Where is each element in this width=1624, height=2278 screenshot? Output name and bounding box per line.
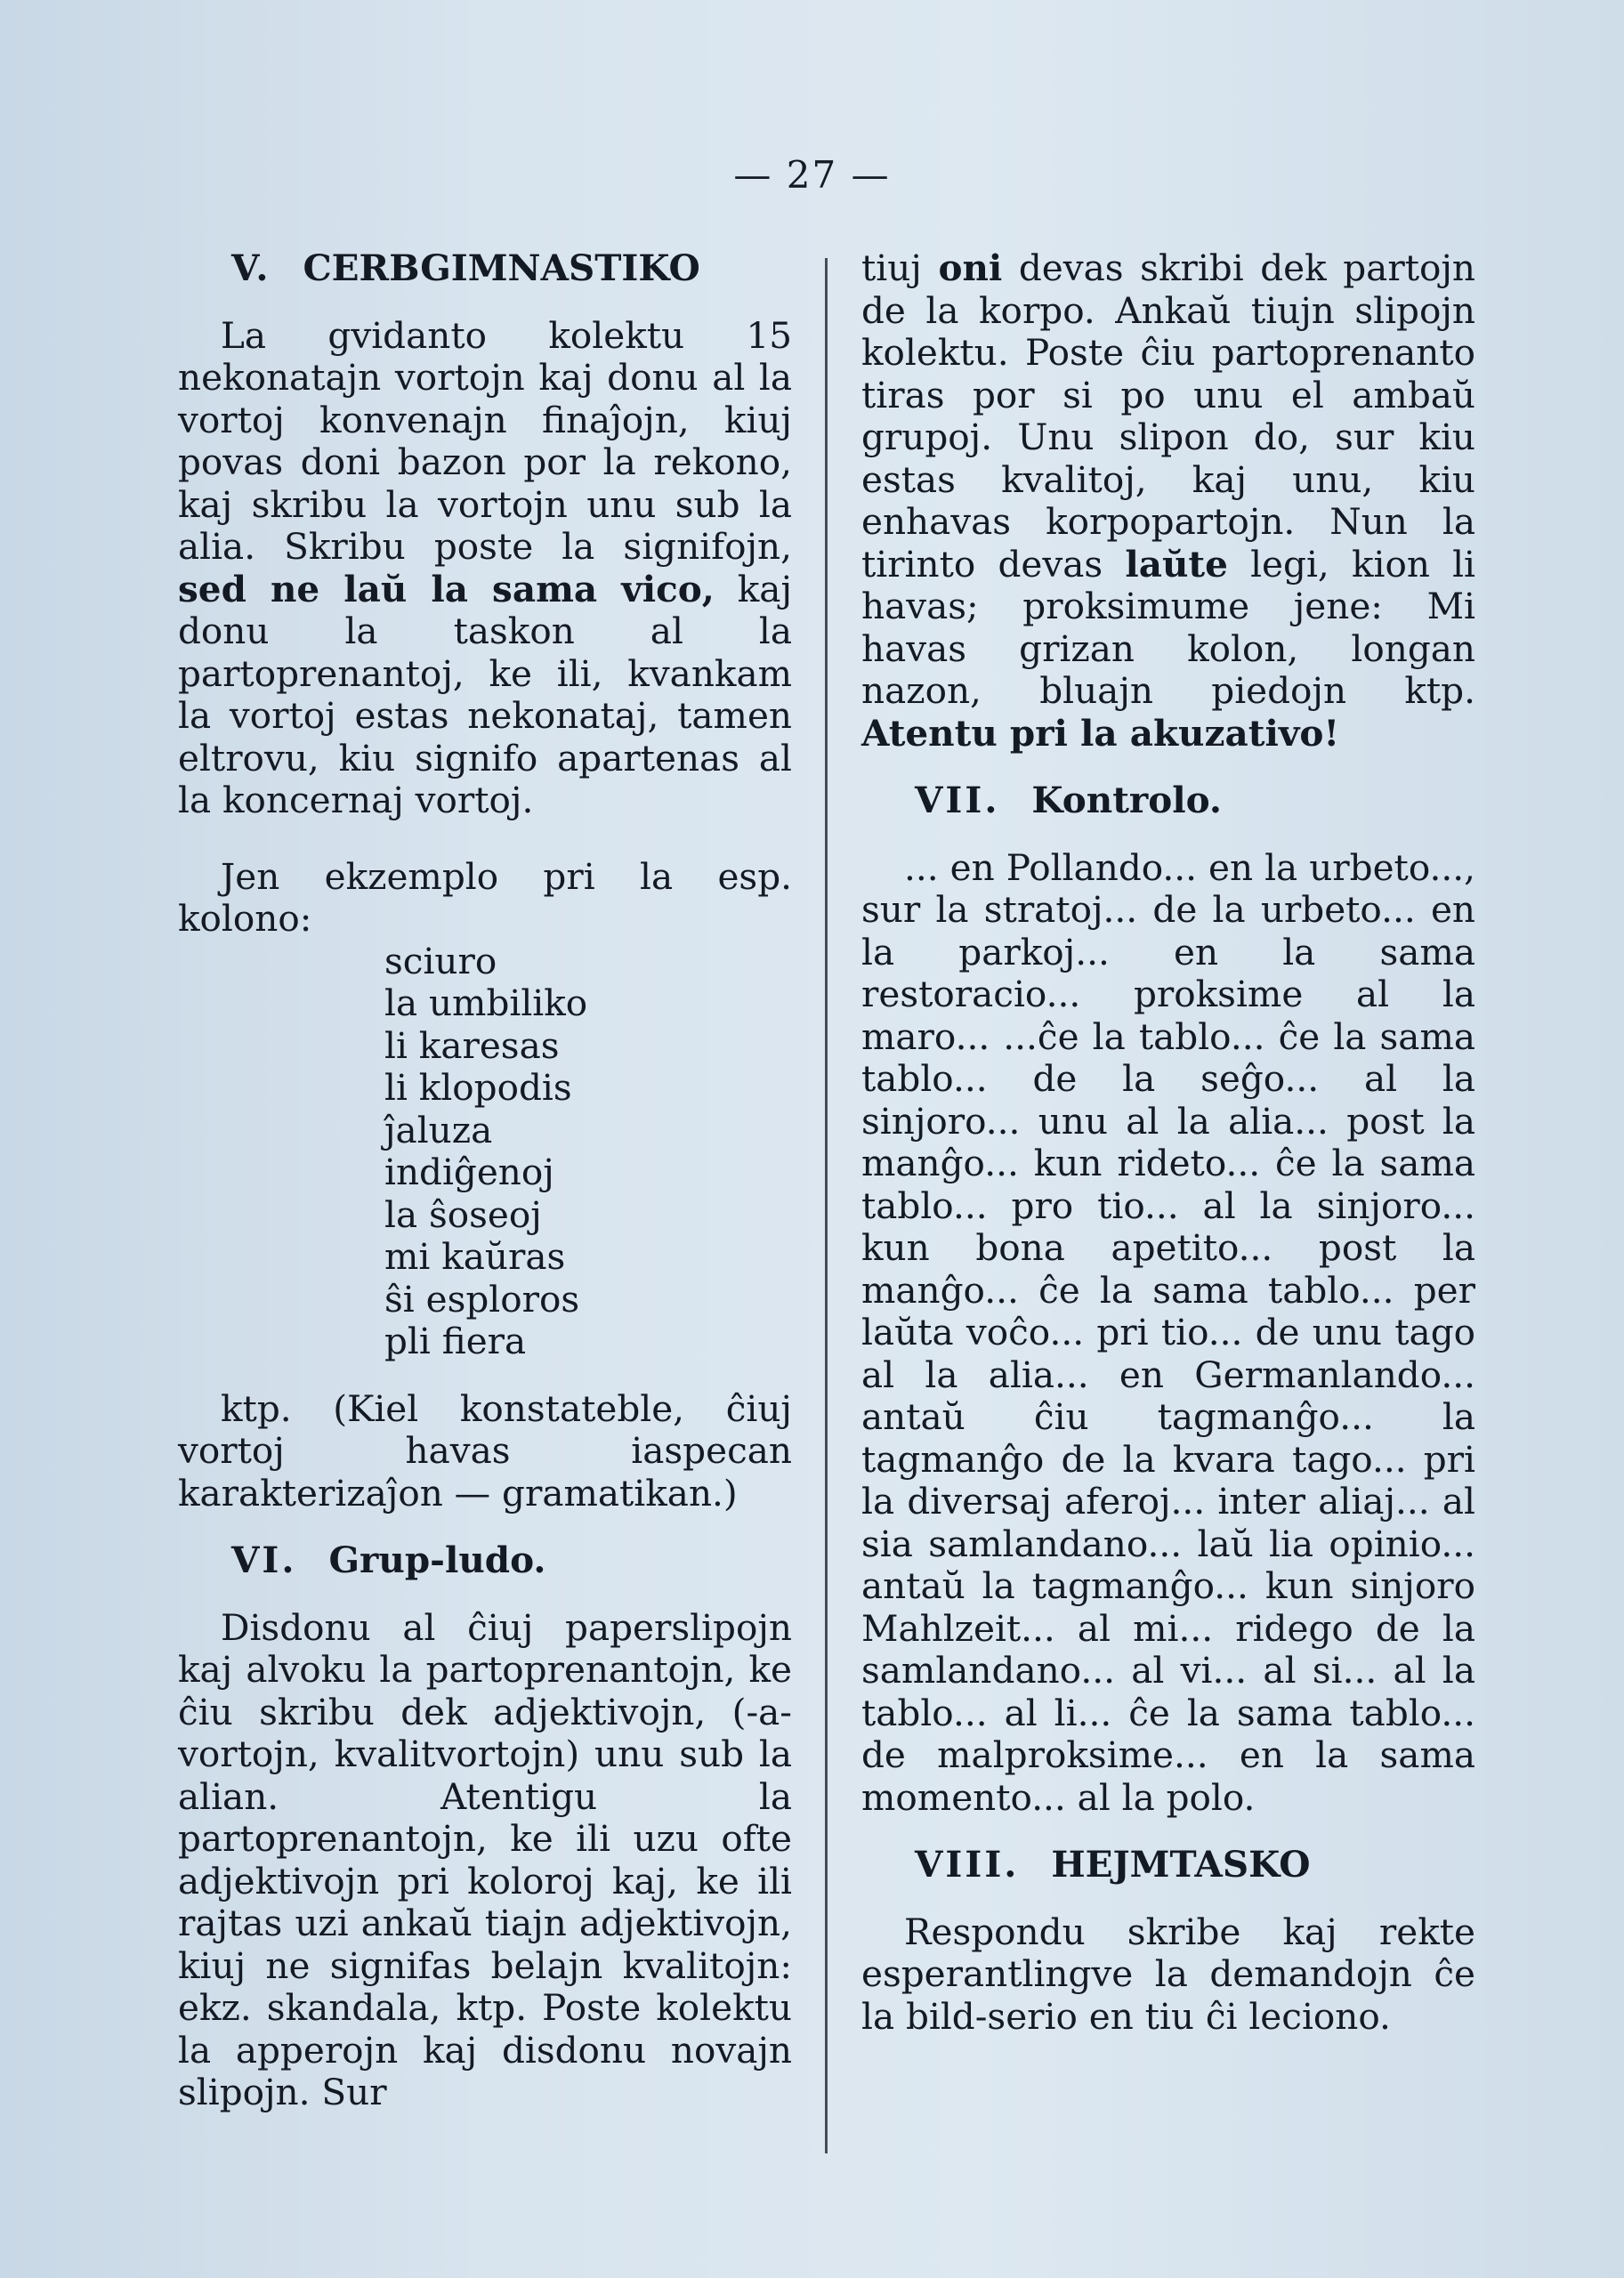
paragraph-bold-text: oni [938, 246, 1003, 289]
paragraph-bold-text: laŭte [1125, 542, 1228, 586]
word-list-item: sciuro [384, 939, 497, 982]
section-vii-title: Kontrolo. [1031, 779, 1223, 821]
hejmtasko-paragraph: Respondu skribe kaj rekte esperantlingve la demandojn ĉe la bild-serio en tiu ĉi leciono. [861, 1910, 1475, 2038]
paragraph-text: devas skribi dek partojn de la korpo. Ankaŭ tiujn slipojn kolektu. Poste ĉiu partoprenanto tiras por si po unu el ambaŭ grupoj. Unu slipon do, sur kiu estas kvalitoj, kaj unu, kiu enhavas korpopartojn. Nun la tirinto devas [861, 246, 1475, 586]
kontrolo-paragraph: ... en Pollando... en la urbeto..., sur la stratoj... de la urbeto... en la parkoj... en la sama restoracio... proksime al la maro... ...ĉe la tablo... ĉe la sama tablo... de la seĝo... al la sinjoro... unu al la alia... post la manĝo... kun rideto... ĉe la sama tablo... pro tio... al la sinjoro... kun bona apetito... post la manĝo... ĉe la sama tablo... per laŭta voĉo... pri tio... de unu tago al la alia... en Germanlando... antaŭ ĉiu tagmanĝo... la tagmanĝo de la kvara tago... pri la diversaj aferoj... inter aliaj... al sia samlandano... laŭ lia opinio... antaŭ la tagmanĝo... kun sinjoro Mahlzeit... al mi... ridego de la samlandano... al vi... al si... al la tablo... al li... ĉe la sama tablo... de malproksime... en la sama momento... al la polo. [861, 845, 1475, 1819]
section-v-heading [178, 247, 792, 290]
paragraph-bold-text: Atentu pri la akuzativo! [861, 711, 1340, 755]
left-column [178, 247, 792, 2114]
ktp-paragraph: ktp. (Kiel konstateble, ĉiuj vortoj havas iaspecan karakterizaĵon — gramatikan.) [178, 1386, 792, 1515]
section-vii-heading [861, 780, 1475, 822]
section-vii-number: VII. [915, 779, 1000, 821]
word-list-item: indiĝenoj [384, 1151, 554, 1193]
paragraph-text: La gvidanto kolektu 15 nekonatajn vortojn kaj donu al la vortoj konvenajn finaĵojn, kiuj povas doni bazon por la rekono, kaj skribu la vortojn unu sub la alia. Skribu poste la signifojn, [178, 313, 792, 568]
section-v-number: V. [231, 246, 271, 289]
example-intro: Jen ekzemplo pri la esp. kolono: [178, 854, 792, 940]
word-list-item: la ŝoseoj [384, 1192, 542, 1236]
word-list-item: li karesas [384, 1023, 560, 1067]
grup-ludo-paragraph: Disdonu al ĉiuj paperslipojn kaj alvoku la partoprenantojn, ke ĉiu skribu dek adjektivojn, (-a- vortojn, kvalitvortojn) unu sub la alian. Atentigu la partoprenantojn, ke ili uzu ofte adjektivojn pri koloroj kaj, ke ili rajtas uzi ankaŭ tiajn adjektivojn, kiuj ne signifas belajn kvalitojn: ekz. skandala, ktp. Poste kolektu la apperojn kaj disdonu novajn slipojn. Sur [178, 1605, 792, 2113]
word-list-item: la umbiliko [384, 981, 588, 1024]
section-viii-title: HEJMTASKO [1051, 1843, 1311, 1886]
paragraph-text: legi, kion li havas; proksimume jene: Mi havas grizan kolon, longan nazon, bluajn piedojn ktp. [861, 542, 1476, 712]
paragraph-bold-text: sed ne laŭ la sama vico, [178, 567, 715, 610]
word-list-item: mi kaŭras [384, 1235, 566, 1278]
page-number: — 27 — [733, 153, 891, 197]
section-v-title: CERBGIMNASTIKO [303, 246, 700, 289]
cerbgimnastiko-paragraph [178, 315, 792, 822]
section-viii-heading [861, 1844, 1475, 1886]
section-vi-heading [178, 1539, 792, 1582]
section-vi-title: Grup-ludo. [328, 1539, 546, 1581]
section-viii-number: VIII. [915, 1843, 1020, 1886]
column-divider [825, 258, 828, 2153]
section-vi-number: VI. [231, 1539, 297, 1581]
example-word-list [178, 941, 792, 1363]
paragraph-text: tiuj [861, 246, 939, 289]
word-list-item: ĵaluza [384, 1108, 493, 1151]
word-list-item: li klopodis [384, 1066, 572, 1109]
right-column [861, 247, 1475, 2038]
paragraph-text: kaj donu la taskon al la partoprenantoj, ke ili, kvankam la vortoj estas nekonataj, tamen eltrovu, kiu signifo apartenas al la koncernaj vortoj. [178, 567, 792, 821]
word-list-item: pli fiera [384, 1320, 527, 1362]
continued-paragraph [861, 247, 1475, 755]
word-list-item: ŝi esploros [384, 1277, 580, 1321]
